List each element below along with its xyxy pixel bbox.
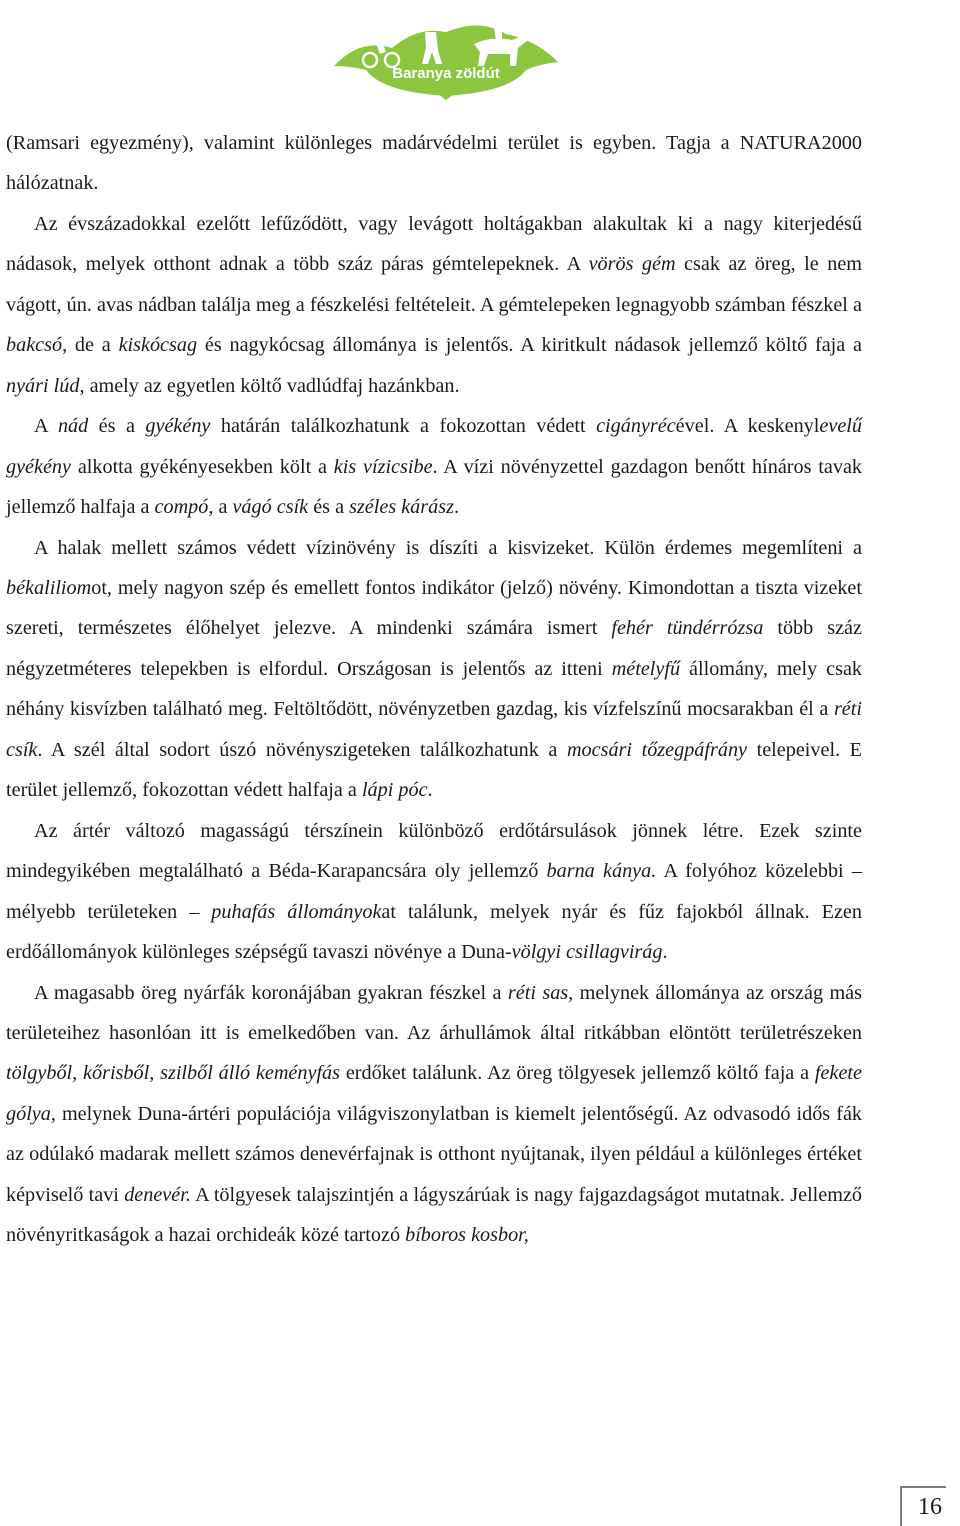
text-run: és a [88, 415, 146, 438]
italic-term: réti sas, [507, 981, 574, 1004]
text-run: csak az öreg, le nem vágott, ún. avas nádban találja meg a fészkelési feltételeit. A gémtelepeken legnagyobb számban fészkel a [6, 253, 862, 316]
text-run: A [34, 415, 58, 438]
italic-term: cigányréc [596, 415, 676, 438]
text-run: Az évszázadokkal ezelőtt lefűződött, vagy levágott holtágakban alakultak ki a nagy kiterjedésű nádasok, melyek otthont adnak a több száz páras gémtelepeknek. A [6, 212, 862, 276]
text-run: . A vízi növényzettel gazdagon benőtt hínáros tavak jellemző halfaja a [6, 455, 862, 519]
italic-term: puhafás állományok [211, 900, 382, 923]
italic-term: bakcsó [6, 334, 63, 357]
italic-term: nyári lúd [6, 374, 80, 397]
text-run: melynek állománya az ország más területeihez hasonlóan itt is emelkedőben van. Az árhullámok által ritkábban elöntött területrészeken [6, 981, 862, 1044]
paragraph [6, 811, 862, 973]
italic-term: barna kánya. [546, 860, 657, 883]
text-run: at találunk, melyek nyár és fűz fajokból állnak. Ezen erdőállományok különleges szépségű tavaszi növénye a Duna- [6, 900, 862, 964]
text-run: A halak mellett számos védett vízinövény is díszíti a kisvizeket. Külön érdemes megemlíteni a [34, 536, 862, 559]
text-run: , amely az egyetlen költő vadlúdfaj hazánkban. [79, 374, 460, 397]
text-run: é [675, 415, 685, 438]
text-run: erdőket találunk. Az öreg tölgyesek jellemző költő faja a [340, 1062, 815, 1085]
italic-term: denevér. [124, 1183, 191, 1206]
text-run: . A szél által sodort úszó növényszigeteken találkozhatunk a [37, 738, 567, 761]
italic-term: békaliliom [6, 576, 92, 599]
text-run: . [427, 779, 433, 802]
italic-term: fehér tündérrózsa [611, 617, 764, 640]
text-run: több száz négyzetméteres telepekben is elfordul. Országosan is jelentős az itteni [6, 617, 862, 680]
italic-term: vágó csík [232, 496, 309, 519]
logo-text: Baranya zöldút [392, 65, 500, 82]
paragraph [6, 123, 862, 204]
italic-term: evelű gyékény [6, 415, 862, 478]
text-run: állomány, mely csak néhány kisvízben található meg. Feltöltődött, növényzetben gazdag, kis vízfelszínű mocsarakban él a [6, 657, 863, 721]
text-run: A folyóhoz közelebbi – mélyebb területeken – [6, 860, 862, 923]
text-run: melynek Duna-ártéri populációja világviszonylatban is kiemelt jelentőségű. Az odvasodó idős fák az odúlakó madarak mellett számos denevérfajnak is otthont nyújtanak, ilyen például a különleges értéket képviselő tavi [6, 1102, 862, 1206]
text-run: és nagykócsag állománya is jelentős. A kiritkult nádasok jellemző költő faja a [197, 334, 863, 357]
text-run: . A keskenyl [709, 415, 820, 438]
italic-term: vörös gém [588, 253, 676, 276]
text-run: vel [684, 415, 710, 438]
italic-term: kis vízicsibe [333, 455, 433, 478]
italic-term: mételyfű [611, 657, 681, 680]
italic-term: kiskócsag [118, 334, 198, 357]
text-run: (Ramsari egyezmény), valamint különleges madárvédelmi terület is egyben. Tagja a NATURA2000 hálózatnak. [6, 132, 862, 195]
text-run: a [213, 496, 233, 519]
italic-term: mocsári tőzegpáfrány [566, 738, 748, 761]
baranya-zoldut-logo [330, 4, 562, 100]
paragraph [6, 973, 862, 1256]
italic-term: nád [57, 415, 89, 438]
italic-term: völgyi csillagvirág [511, 941, 663, 964]
italic-term: réti csík [6, 698, 862, 761]
paragraph [6, 204, 862, 406]
page-number: 16 [900, 1486, 946, 1526]
text-run: és a [308, 496, 350, 519]
italic-term: compó, [154, 496, 214, 519]
text-run: telepeivel. E terület jellemző, fokozottan védett halfaja a [6, 738, 863, 802]
text-run: határán találkozhatunk a fokozottan védett [210, 415, 597, 438]
italic-term: fekete gólya, [6, 1062, 862, 1125]
italic-term: tölgyből, kőrisből, szilből álló keményfás [6, 1062, 340, 1085]
text-run: ot, mely nagyon szép és emellett fontos indikátor (jelző) növény. Kimondottan a tiszta vizeket szereti, természetes élőhelyet jelezve. A mindenki számára ismert [6, 576, 862, 640]
italic-term: lápi póc [361, 779, 428, 802]
text-run: A magasabb öreg nyárfák koronájában gyakran fészkel a [34, 981, 508, 1004]
text-run: , de a [62, 334, 119, 357]
logo-drips [438, 94, 454, 100]
paragraph [6, 528, 862, 811]
text-run: Az ártér változó magasságú térszínein különböző erdőtársulások jönnek létre. Ezek szinte mindegyikében megtalálható a Béda-Karapancsára oly jellemző [6, 819, 862, 883]
italic-term: gyékény [145, 415, 211, 438]
logo-graphic [330, 4, 562, 100]
text-run: alkotta gyékényesekben költ a [71, 455, 334, 478]
italic-term: bíboros kosbor, [405, 1224, 529, 1247]
text-run: A tölgyesek talajszintjén a lágyszárúak is nagy fajgazdagságot mutatnak. Jellemző növényritkaságok a hazai orchideák közé tartozó [6, 1183, 863, 1247]
document-body [6, 123, 862, 1256]
italic-term: széles kárász [349, 496, 454, 519]
paragraph [6, 406, 862, 527]
text-run: . [662, 941, 668, 964]
text-run: . [453, 496, 459, 519]
